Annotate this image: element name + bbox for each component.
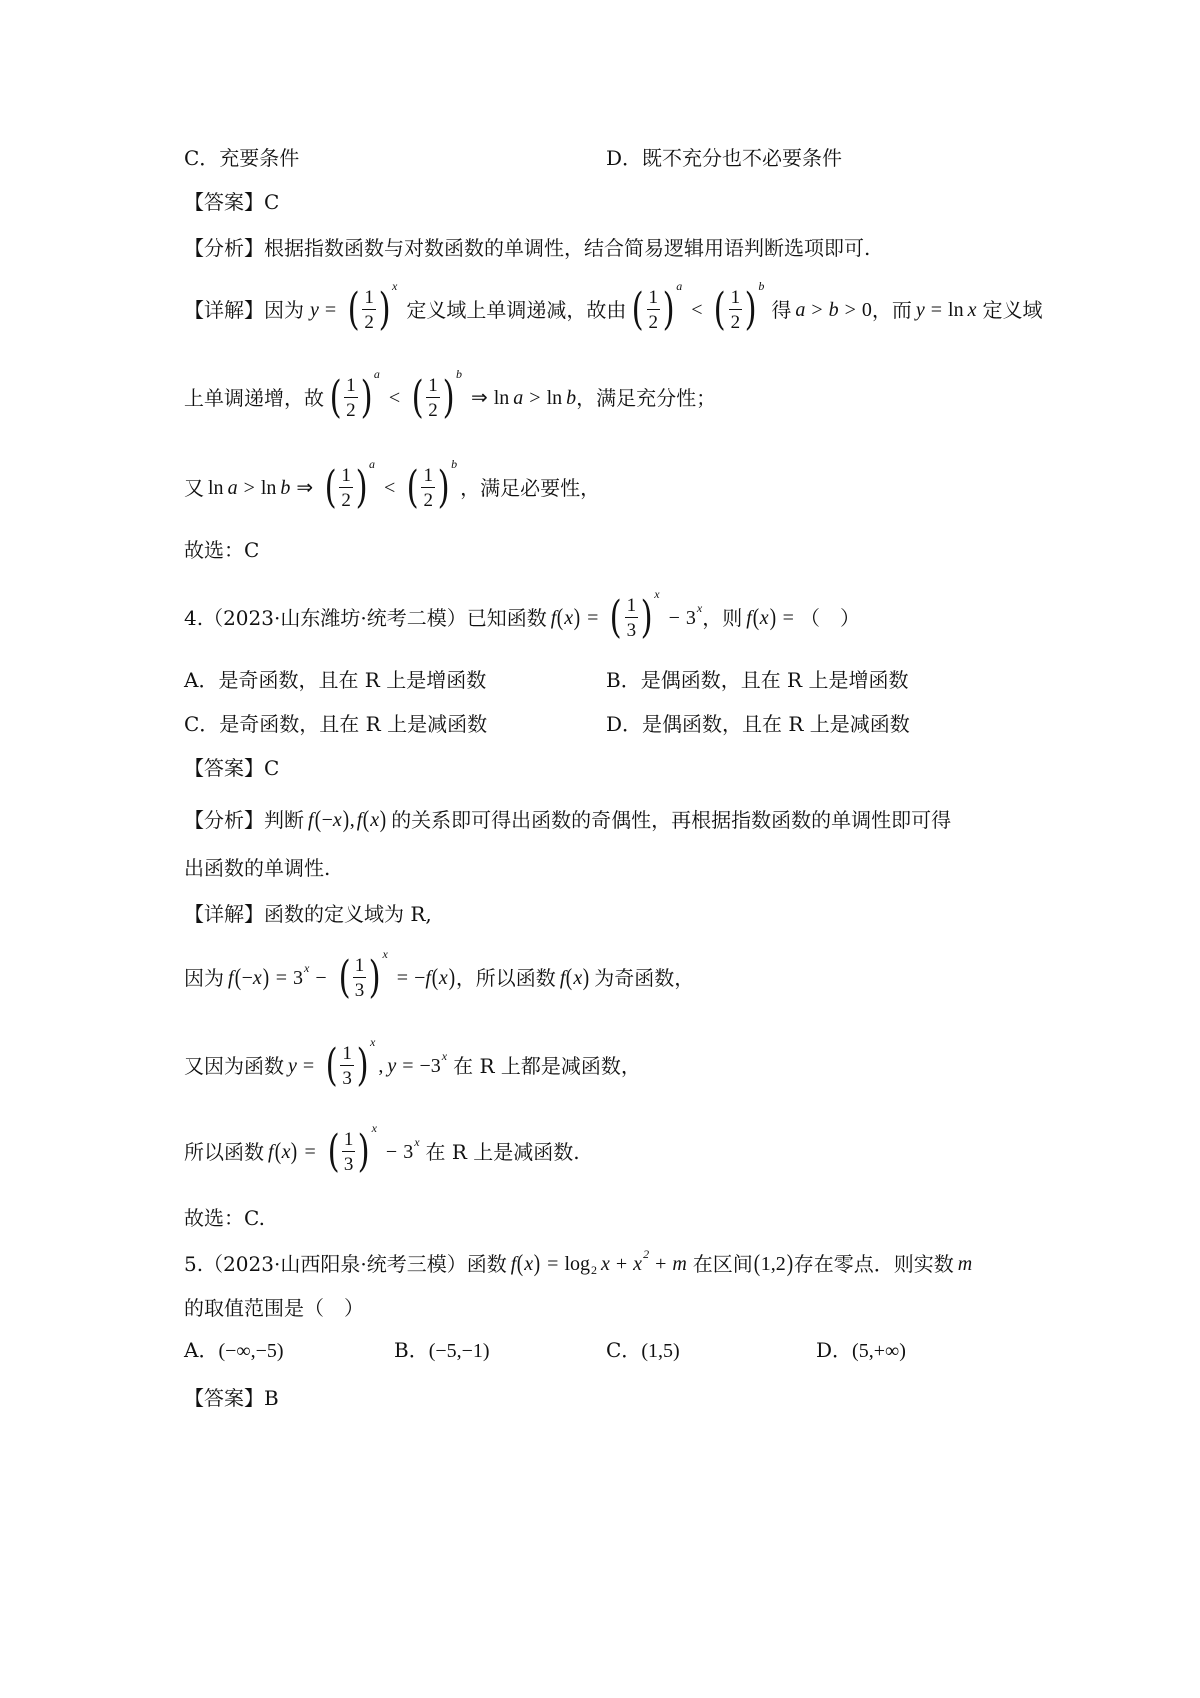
fraction-half: ( $\frac{1}{2}$ ) x	[347, 279, 398, 335]
q4-analysis-line2: 出函数的单调性.	[184, 856, 331, 880]
q3-detail-line2: 上单调递增，故 ( $\frac{1}{2}$ ) a < ( $\frac{1}{2}$ ) b ⇒ ln a > ln b ，满足充分性；	[184, 367, 717, 423]
q3-answer: 【答案】C	[184, 190, 280, 214]
q4-option-c: C．是奇函数，且在 R 上是减函数	[184, 712, 488, 736]
q4-option-a: A．是奇函数，且在 R 上是增函数	[184, 668, 487, 692]
fraction-third: ( $\frac{1}{3}$ ) x	[327, 1121, 377, 1177]
q3-options-row	[184, 148, 1060, 168]
q5-option-b: B．(−5,−1)	[394, 1338, 490, 1362]
fraction-half: ( $\frac{1}{2}$ ) a	[329, 367, 380, 423]
q4-detail-line4: 所以函数 f ( x ) = ( $\frac{1}{3}$ ) x − 3 x 在 R 上是减函数.	[184, 1121, 580, 1177]
q3-analysis: 【分析】根据指数函数与对数函数的单调性，结合简易逻辑用语判断选项即可.	[184, 236, 871, 260]
q4-detail-line3: 又因为函数 y = ( $\frac{1}{3}$ ) x , y = −3 x 在 R 上都是减函数，	[184, 1035, 641, 1091]
q4-options-row2	[184, 714, 1060, 734]
fraction-third: ( $\frac{1}{3}$ ) x	[610, 587, 660, 643]
q4-options-row1	[184, 670, 1060, 690]
q4-answer: 【答案】C	[184, 756, 280, 780]
q4-option-b: B．是偶函数，且在 R 上是增函数	[606, 668, 909, 692]
q5-stem-line2: 的取值范围是（ ）	[184, 1296, 364, 1320]
q4-stem: 4.（2023·山东潍坊·统考二模）已知函数 f ( x ) = ( $\frac{1}{3}$ ) x − 3 x ，则 f ( x ) = （ ）	[184, 587, 860, 643]
q3-conclusion: 故选：C	[184, 538, 260, 562]
q3-option-c: C．充要条件	[184, 146, 300, 170]
fraction-half: ( $\frac{1}{2}$ ) a	[631, 279, 683, 335]
q3-detail-line3: 又 ln a > ln b ⇒ ( $\frac{1}{2}$ ) a < ( $\frac{1}{2}$ ) b ，满足必要性，	[184, 457, 601, 513]
q5-options-row	[184, 1340, 1060, 1361]
q5-option-d: D．(5,+∞)	[816, 1338, 906, 1362]
fraction-third: ( $\frac{1}{3}$ ) x	[338, 947, 388, 1003]
fraction-half: ( $\frac{1}{2}$ ) a	[324, 457, 376, 513]
q5-answer: 【答案】B	[184, 1386, 279, 1410]
q3-detail-label: 【详解】因为	[184, 298, 304, 322]
q5-stem-line1: 5.（2023·山西阳泉·统考三模）函数 f ( x ) = log 2 x + x 2 + m 在区间 ( 1,2 ) 存在零点．则实数 m	[184, 1247, 973, 1277]
fraction-half: ( $\frac{1}{2}$ ) b	[714, 279, 765, 335]
fraction-half: ( $\frac{1}{2}$ ) b	[411, 367, 462, 423]
q4-detail-line1: 【详解】函数的定义域为 R,	[184, 902, 432, 926]
q3-detail-line1: 【详解】因为 y = ( $\frac{1}{2}$ ) x 定义域上单调递减，故由 ( $\frac{1}{2}$ ) a < ( $\frac{1}{2}$ ) b 得 a > b > 0 ，而 y = ln x 定义域	[184, 279, 1043, 335]
q5-option-a: A．(−∞,−5)	[184, 1338, 284, 1362]
q4-conclusion: 故选：C.	[184, 1206, 265, 1230]
q5-option-c: C．(1,5)	[606, 1338, 680, 1362]
q4-option-d: D．是偶函数，且在 R 上是减函数	[606, 712, 910, 736]
fraction-half: ( $\frac{1}{2}$ ) b	[406, 457, 458, 513]
q3-option-d: D．既不充分也不必要条件	[606, 146, 843, 170]
q4-detail-line2: 因为 f ( − x ) = 3 x − ( $\frac{1}{3}$ ) x = − f ( x ) ，所以函数 f ( x ) 为奇函数，	[184, 947, 695, 1003]
fraction-third: ( $\frac{1}{3}$ ) x	[325, 1035, 376, 1091]
q4-analysis-line1: 【分析】判断 f ( − x ) , f ( x ) 的关系即可得出函数的奇偶性，再根据指数函数的单调性即可得	[184, 807, 952, 833]
